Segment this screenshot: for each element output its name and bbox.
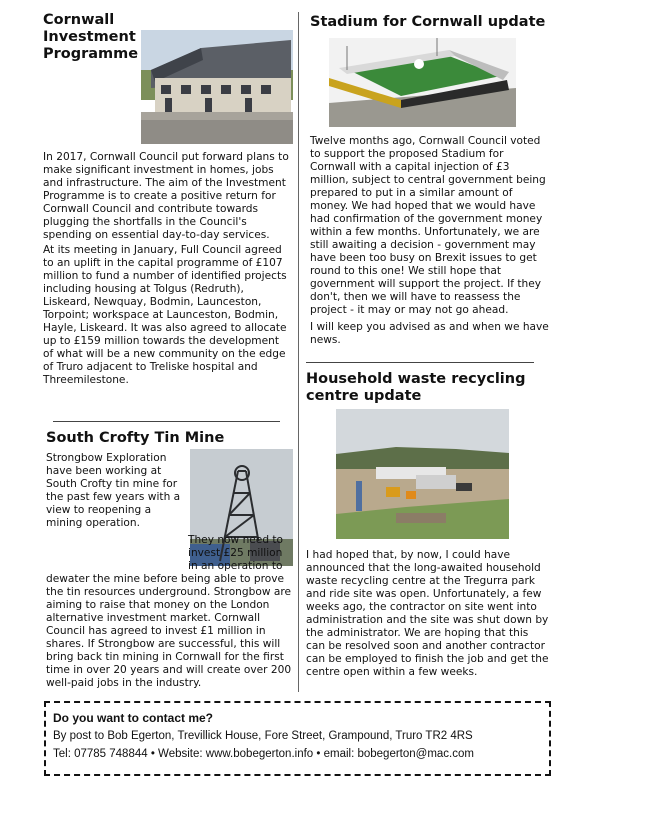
tinmine-paragraph-2: They now need to invest £25 million in an operation to dewater the mine before being able to prove the tin resources underground. Strongbow are aiming to raise that money on the London alternative investment market. Cornwall Council has agreed to invest £1 million in shares. If Strongbow are successful, this will bring back tin mining in Cornwall for the first time in over 20 years and will create over 200 well-paid jobs in the industry. — [46, 534, 292, 689]
recycling-site-photo — [336, 409, 509, 539]
tinmine-paragraph-1: Strongbow Exploration have been working at South Crofty tin mine for the past few years with a view to reopening a mining operation. — [46, 452, 181, 529]
investment-body — [43, 151, 290, 387]
stadium-paragraph-1: Twelve months ago, Cornwall Council voted to support the proposed Stadium for Cornwall with a capital injection of £3 million, subject to central government being prepared to put in a similar amount of money. We had hoped that we would have had confirmation of the government money within a few months. Unfortunately, we are still awaiting a decision - government may have been too busy on Brexit issues to get round to this one! We still hope that government will support the project. If they don't, then we will have to reassess the project - it may or may not go ahead. — [310, 135, 546, 316]
contact-title: Do you want to contact me? — [53, 711, 214, 725]
stadium-render-photo — [329, 38, 516, 127]
tinmine-intro — [46, 452, 188, 530]
waste-paragraph-1: I had hoped that, by now, I could have announced that the long-awaited household waste recycling centre at the Tregurra park and ride site was open. Unfortunately, a few weeks ago, the contractor on site went into administration and the site was shut down by the administrator. We are hoping that this can be resolved soon and another contractor can be employed to finish the job and get the centre open within a few weeks. — [306, 549, 549, 678]
contact-postal-address: By post to Bob Egerton, Trevillick House, Fore Street, Grampound, Truro TR2 4RS — [53, 730, 473, 742]
contact-content — [53, 709, 543, 763]
investment-paragraph-2: At its meeting in January, Full Council agreed to an uplift in the capital programme of £107 million to fund a number of identified projects including housing at Tolgus (Redruth), Liskeard, Newquay, Bodmin, Launceston, Torpoint; workspace at Launceston, Bodmin, Hayle, Liskeard. It was also agreed to allocate up to £159 million towards the development of what will be a new community on the edge of Truro adjacent to Treliske hospital and Threemilestone. — [43, 244, 287, 386]
contact-phone-web-email: Tel: 07785 748844 • Website: www.bobegerton.info • email: bobegerton@mac.com — [53, 748, 474, 760]
tinmine-float-spacer — [46, 534, 188, 570]
housing-photo — [141, 30, 293, 144]
column-divider — [298, 12, 299, 692]
tinmine-body — [46, 534, 295, 690]
tinmine-heading: South Crofty Tin Mine — [46, 430, 225, 446]
waste-body — [306, 549, 550, 679]
stadium-heading: Stadium for Cornwall update — [310, 14, 546, 30]
waste-heading: Household waste recycling centre update — [306, 371, 526, 404]
stadium-body — [310, 135, 550, 347]
right-section-divider — [306, 362, 534, 363]
stadium-paragraph-2: I will keep you advised as and when we have news. — [310, 321, 549, 346]
investment-heading: Cornwall Investment Programme — [43, 12, 139, 62]
left-section-divider — [53, 421, 280, 422]
contact-box — [44, 701, 551, 776]
investment-paragraph-1: In 2017, Cornwall Council put forward plans to make significant investment in homes, jobs and infrastructure. The aim of the Investment Programme is to create a positive return for Cornwall Council and contribute towards plugging the shortfalls in the Council's spending on essential day-to-day services. — [43, 151, 289, 241]
